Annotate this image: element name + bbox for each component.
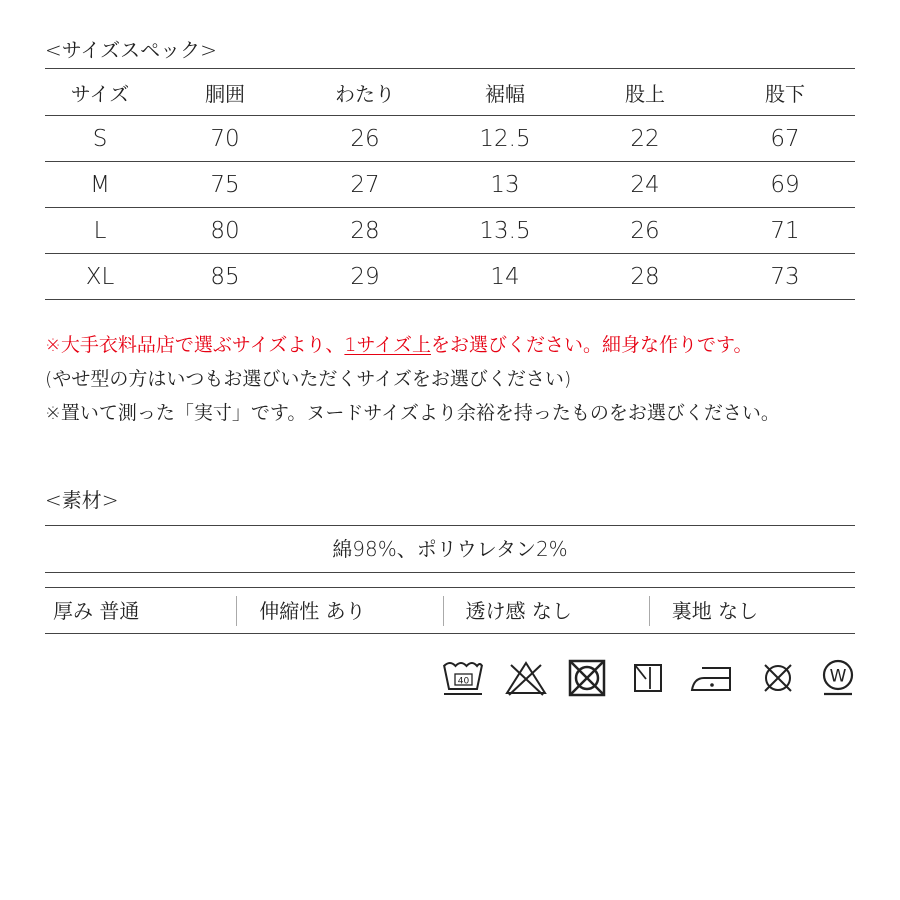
- note-text: ※大手衣料品店で選ぶサイズより、: [45, 334, 345, 356]
- line-dry-shade-icon: [630, 657, 666, 699]
- wet-clean-icon: [818, 657, 858, 699]
- table-cell: 75: [155, 162, 295, 208]
- table-row: [45, 208, 855, 254]
- fabric-properties: [45, 587, 855, 634]
- table-row: [45, 116, 855, 162]
- table-cell: 22: [575, 116, 715, 162]
- table-row: [45, 162, 855, 208]
- column-header: サイズ: [45, 69, 155, 116]
- table-cell: 73: [715, 254, 855, 300]
- column-header: 股上: [575, 69, 715, 116]
- lining-property: 裏地 なし: [649, 596, 855, 626]
- table-cell: 71: [715, 208, 855, 254]
- size-advice-subnote: (やせ型の方はいつもお選びいただくサイズをお選びください): [45, 368, 572, 390]
- column-header: わたり: [295, 69, 435, 116]
- no-bleach-icon: [503, 657, 549, 699]
- table-header-row: [45, 69, 855, 116]
- table-cell: 28: [295, 208, 435, 254]
- table-cell: L: [45, 208, 155, 254]
- table-cell: 14: [435, 254, 575, 300]
- fabric-composition: 綿98%、ポリウレタン2%: [45, 525, 855, 573]
- table-cell: 28: [575, 254, 715, 300]
- table-cell: 12.5: [435, 116, 575, 162]
- table-cell: 80: [155, 208, 295, 254]
- note-text: をお選びください。細身な作りです。: [430, 334, 753, 356]
- table-cell: 85: [155, 254, 295, 300]
- measurement-note: ※置いて測った「実寸」です。ヌードサイズより余裕を持ったものをお選びください。: [45, 402, 780, 424]
- no-tumble-dry-icon: [565, 657, 609, 699]
- table-cell: 13.5: [435, 208, 575, 254]
- table-cell: 24: [575, 162, 715, 208]
- table-cell: 26: [295, 116, 435, 162]
- column-header: 裾幅: [435, 69, 575, 116]
- table-cell: 69: [715, 162, 855, 208]
- wash-temp-label: 40: [457, 676, 470, 687]
- size-spec-table: [45, 68, 855, 300]
- wash-40-icon: [440, 657, 486, 699]
- table-cell: S: [45, 116, 155, 162]
- iron-low-icon: [688, 657, 738, 699]
- sheerness-property: 透け感 なし: [443, 596, 649, 626]
- size-spec-heading: <サイズスペック>: [45, 38, 217, 62]
- thickness-property: 厚み 普通: [53, 598, 140, 623]
- table-cell: M: [45, 162, 155, 208]
- size-notes: [45, 328, 865, 430]
- table-cell: 26: [575, 208, 715, 254]
- table-cell: 70: [155, 116, 295, 162]
- table-cell: XL: [45, 254, 155, 300]
- material-heading: <素材>: [45, 488, 119, 512]
- table-cell: 13: [435, 162, 575, 208]
- no-dryclean-icon: [757, 657, 799, 699]
- wet-clean-letter: W: [829, 666, 847, 687]
- table-cell: 27: [295, 162, 435, 208]
- table-row: [45, 254, 855, 300]
- stretch-property: 伸縮性 あり: [236, 596, 442, 626]
- emphasized-size-note: 1サイズ上: [344, 334, 431, 356]
- table-cell: 29: [295, 254, 435, 300]
- column-header: 胴囲: [155, 69, 295, 116]
- column-header: 股下: [715, 69, 855, 116]
- table-cell: 67: [715, 116, 855, 162]
- size-advice-note: [45, 328, 865, 362]
